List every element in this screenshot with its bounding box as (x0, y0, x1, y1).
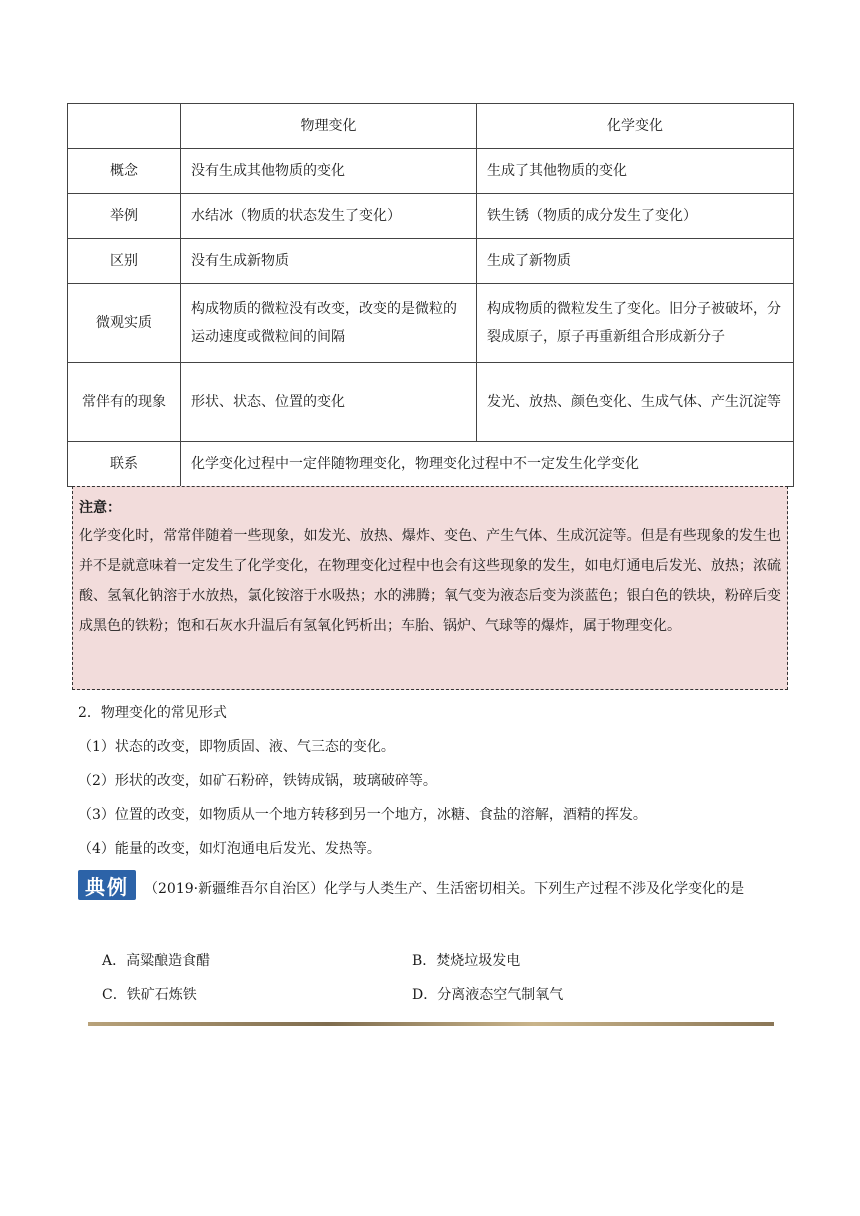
table-row (68, 149, 794, 194)
note-body: 化学变化时，常常伴随着一些现象，如发光、放热、爆炸、变色、产生气体、生成沉淀等。但是有些现象的发生也并不是就意味着一定发生了化学变化，在物理变化过程中也会有这些现象的发生，如电灯通电后发光、放热；浓硫酸、氢氧化钠溶于水放热，氯化铵溶于水吸热；水的沸腾；氧气变为液态后变为淡蓝色；银白色的铁块，粉碎后变成黑色的铁粉；饱和石灰水升温后有氢氧化钙析出；车胎、锅炉、气球等的爆炸，属于物理变化。 (79, 528, 781, 634)
section-divider (88, 1022, 774, 1026)
option-b: B．焚烧垃圾发电 (412, 953, 521, 969)
chemical-cell: 构成物质的微粒发生了变化。旧分子被破坏，分裂成原子，原子再重新组合形成新分子 (477, 284, 794, 363)
table-header-row (68, 104, 794, 149)
example-badge: 典例 (78, 870, 136, 900)
table-row (68, 284, 794, 363)
note-title: 注意： (79, 500, 121, 516)
list-item: （2）形状的改变，如矿石粉碎，铁铸成锅，玻璃破碎等。 (78, 773, 437, 789)
physical-cell: 没有生成其他物质的变化 (181, 149, 477, 194)
physical-cell: 构成物质的微粒没有改变，改变的是微粒的运动速度或微粒间的间隔 (181, 284, 477, 363)
row-label: 区别 (68, 239, 181, 284)
table-row-link (68, 442, 794, 487)
table-header-chemical: 化学变化 (477, 104, 794, 149)
chemical-cell: 生成了其他物质的变化 (477, 149, 794, 194)
table-header-physical: 物理变化 (181, 104, 477, 149)
row-label: 微观实质 (68, 284, 181, 363)
section-heading: 2．物理变化的常见形式 (78, 705, 227, 721)
table-row (68, 194, 794, 239)
option-d: D．分离液态空气制氧气 (412, 987, 564, 1003)
row-label: 联系 (68, 442, 181, 487)
row-label: 常伴有的现象 (68, 363, 181, 442)
list-item: （3）位置的改变，如物质从一个地方转移到另一个地方，冰糖、食盐的溶解，酒精的挥发。 (78, 807, 647, 823)
chemical-cell: 铁生锈（物质的成分发生了变化） (477, 194, 794, 239)
chemical-cell: 发光、放热、颜色变化、生成气体、产生沉淀等 (477, 363, 794, 442)
physical-cell: 形状、状态、位置的变化 (181, 363, 477, 442)
chemical-cell: 生成了新物质 (477, 239, 794, 284)
table-header-empty (68, 104, 181, 149)
example-question: （2019·新疆维吾尔自治区）化学与人类生产、生活密切相关。下列生产过程不涉及化学变化的是 (144, 881, 745, 897)
list-item: （4）能量的改变，如灯泡通电后发光、发热等。 (78, 841, 381, 857)
table-row (68, 239, 794, 284)
physical-cell: 水结冰（物质的状态发生了变化） (181, 194, 477, 239)
comparison-table (67, 103, 794, 487)
option-a: A．高粱酿造食醋 (102, 953, 211, 969)
table-row (68, 363, 794, 442)
list-item: （1）状态的改变，即物质固、液、气三态的变化。 (78, 739, 395, 755)
link-cell: 化学变化过程中一定伴随物理变化，物理变化过程中不一定发生化学变化 (181, 442, 794, 487)
note-box (72, 486, 788, 690)
row-label: 举例 (68, 194, 181, 239)
option-c: C．铁矿石炼铁 (102, 987, 197, 1003)
physical-cell: 没有生成新物质 (181, 239, 477, 284)
row-label: 概念 (68, 149, 181, 194)
